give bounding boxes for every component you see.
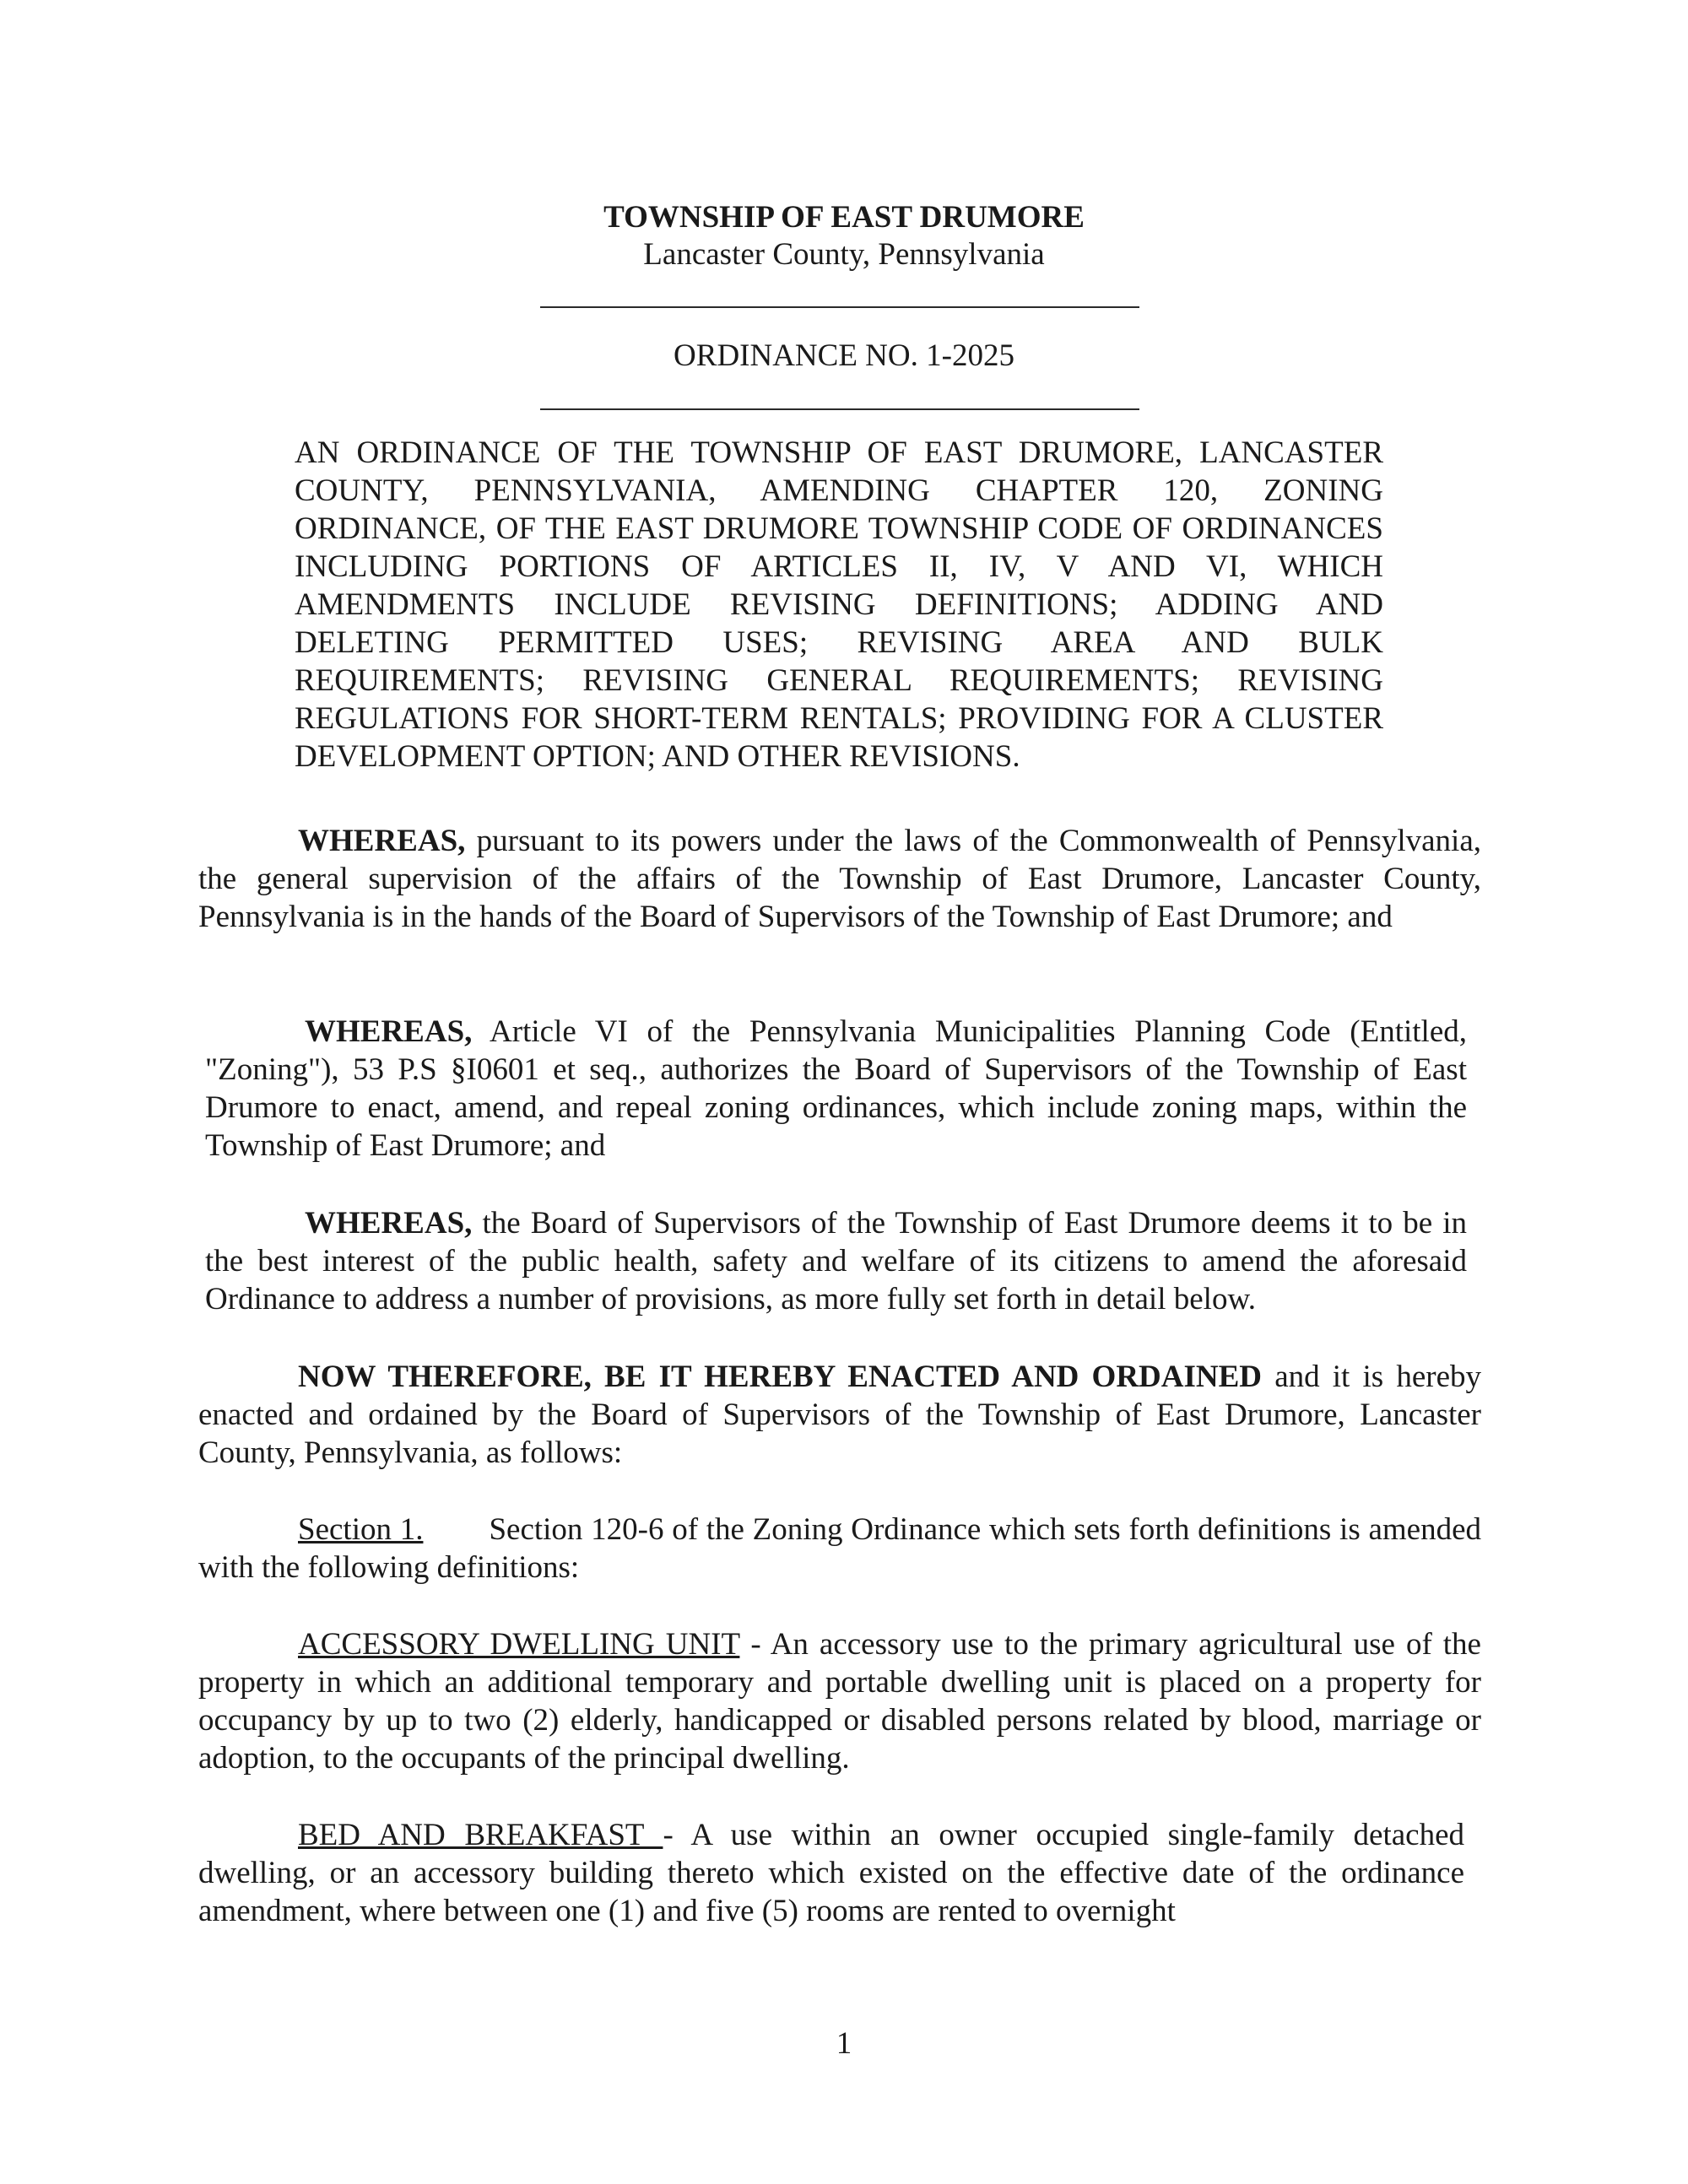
- document-title: TOWNSHIP OF EAST DRUMORE: [603, 200, 1085, 235]
- ordinance-number: ORDINANCE NO. 1-2025: [674, 338, 1014, 373]
- whereas-text: pursuant to its powers under the laws of the Commonwealth of Pennsylvania, the general supervision of the affairs of the Township of East Drumore, Lancaster County, Pennsylvania is in the hands of the Board of Supervisors of the Township of East Drumore; and: [198, 824, 1481, 934]
- section-paragraph: [198, 1511, 1481, 1587]
- whereas-lead: WHEREAS,: [305, 1206, 473, 1241]
- divider-line: [540, 306, 1139, 308]
- whereas-paragraph: [205, 1013, 1467, 1165]
- whereas-text: the Board of Supervisors of the Township of East Drumore deems it to be in the best interest of the public health, safety and welfare of its citizens to amend the aforesaid Ordinance to address a number of provisions, as more fully set forth in detail below.: [205, 1206, 1467, 1316]
- definition-term: ACCESSORY DWELLING UNIT: [298, 1627, 740, 1662]
- section-label: Section 1.: [298, 1512, 424, 1547]
- definition-text: - An accessory use to the primary agricultural use of the property in which an additional temporary and portable dwelling unit is placed on a property for occupancy by up to two (2) elderly, handicapped or disabled persons related by blood, marriage or adoption, to the occupants of the principal dwelling.: [198, 1627, 1481, 1776]
- whereas-text: Article VI of the Pennsylvania Municipalities Planning Code (Entitled, "Zoning"), 53 P.S §I0601 et seq., authorizes the Board of Supervisors of the Township of East Drumore to enact, amend, and repeal zoning ordinances, which include zoning maps, within the Township of East Drumore; and: [205, 1014, 1467, 1163]
- document-subtitle: Lancaster County, Pennsylvania: [643, 237, 1045, 272]
- enactment-text: and it is hereby enacted and ordained by the Board of Supervisors of the Township of East Drumore, Lancaster County, Pennsylvania, as follows:: [198, 1360, 1482, 1470]
- divider-line: [540, 408, 1139, 410]
- definition-text: - A use within an owner occupied single-family detached dwelling, or an accessory building thereto which existed on the effective date of the ordinance amendment, where between one (1) and five (5) rooms are rented to overnight: [198, 1818, 1464, 1928]
- whereas-lead: WHEREAS,: [305, 1014, 473, 1049]
- definition-paragraph: [198, 1816, 1464, 1930]
- definition-term: BED AND BREAKFAST: [298, 1818, 663, 1852]
- whereas-lead: WHEREAS,: [298, 824, 466, 858]
- page-number: 1: [836, 2026, 852, 2061]
- abstract-text: AN ORDINANCE OF THE TOWNSHIP OF EAST DRUMORE, LANCASTER COUNTY, PENNSYLVANIA, AMENDING CHAPTER 120, ZONING ORDINANCE, OF THE EAST DRUMORE TOWNSHIP CODE OF ORDINANCES INCLUDING PORTIONS OF ARTICLES II, IV, V AND VI, WHICH AMENDMENTS INCLUDE REVISING DEFINITIONS; ADDING AND DELETING PERMITTED USES; REVISING AREA AND BULK REQUIREMENTS; REVISING GENERAL REQUIREMENTS; REVISING REGULATIONS FOR SHORT-TERM RENTALS; PROVIDING FOR A CLUSTER DEVELOPMENT OPTION; AND OTHER REVISIONS.: [295, 435, 1383, 774]
- enactment-paragraph: [198, 1358, 1481, 1472]
- section-text: Section 120-6 of the Zoning Ordinance which sets forth definitions is amended with the following definitions:: [198, 1512, 1481, 1585]
- whereas-paragraph: [205, 1204, 1467, 1318]
- ordinance-abstract: [295, 434, 1383, 776]
- enactment-lead: NOW THEREFORE, BE IT HEREBY ENACTED AND ORDAINED: [298, 1360, 1263, 1394]
- whereas-paragraph: [198, 822, 1481, 936]
- definition-paragraph: [198, 1625, 1481, 1777]
